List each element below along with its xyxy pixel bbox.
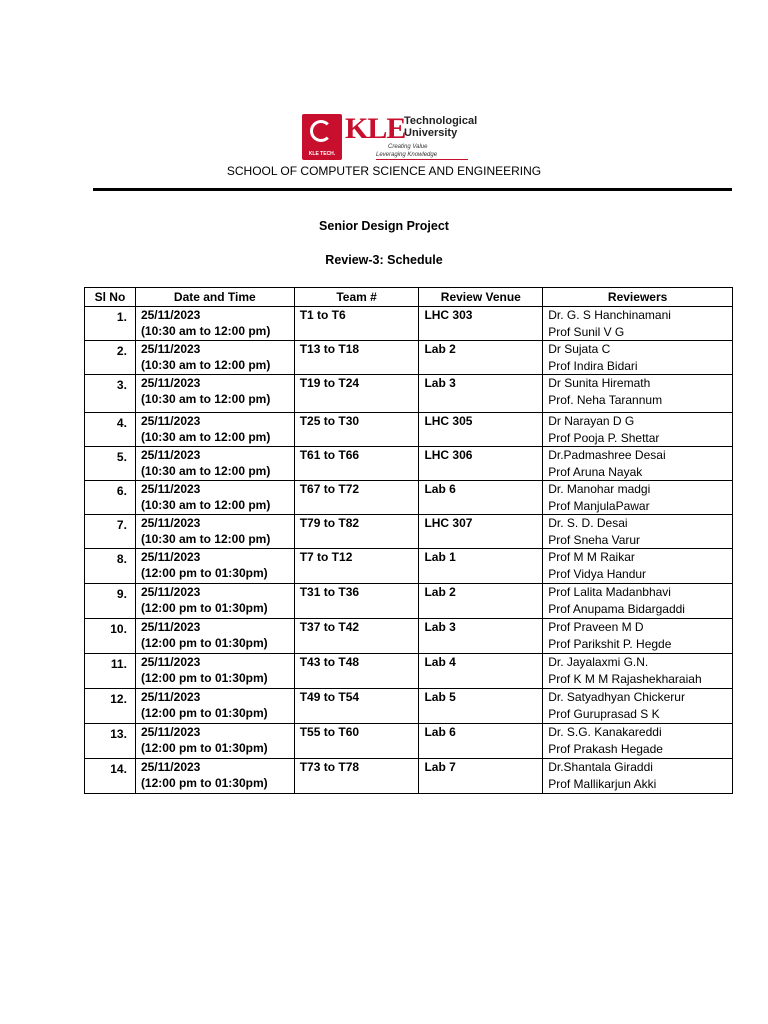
cell-date-time	[135, 689, 294, 724]
cell-venue: Lab 6	[419, 481, 543, 515]
cell-venue: Lab 2	[419, 584, 543, 619]
cell-team: T61 to T66	[294, 447, 419, 481]
cell-reviewers	[543, 724, 733, 759]
logo-line2: University	[404, 127, 458, 139]
cell-reviewers	[543, 619, 733, 654]
cell-sl-no: 4.	[85, 413, 136, 447]
reviewer-2: Prof Anupama Bidargaddi	[548, 601, 685, 616]
cell-venue: LHC 306	[419, 447, 543, 481]
table-row	[85, 549, 733, 584]
cell-date-time	[135, 375, 294, 413]
cell-time: (12:00 pm to 01:30pm)	[140, 636, 268, 650]
cell-team: T31 to T36	[294, 584, 419, 619]
cell-team: T43 to T48	[294, 654, 419, 689]
cell-date-time	[135, 341, 294, 375]
cell-venue: Lab 3	[419, 619, 543, 654]
cell-team: T19 to T24	[294, 375, 419, 413]
cell-sl-no: 5.	[85, 447, 136, 481]
cell-date-time	[135, 515, 294, 549]
cell-date-time	[135, 654, 294, 689]
cell-reviewers	[543, 515, 733, 549]
cell-time: (10:30 am to 12:00 pm)	[140, 532, 271, 546]
table-row	[85, 654, 733, 689]
cell-venue: Lab 5	[419, 689, 543, 724]
cell-time: (12:00 pm to 01:30pm)	[140, 671, 268, 685]
cell-venue: Lab 7	[419, 759, 543, 794]
cell-sl-no: 10.	[85, 619, 136, 654]
cell-date: 25/11/2023	[140, 448, 201, 462]
cell-venue: Lab 4	[419, 654, 543, 689]
table-row	[85, 481, 733, 515]
reviewer-1: Prof Lalita Madanbhavi	[548, 585, 671, 599]
cell-reviewers	[543, 481, 733, 515]
cell-time: (12:00 pm to 01:30pm)	[140, 566, 268, 580]
table-row	[85, 584, 733, 619]
table-row	[85, 413, 733, 447]
cell-date-time	[135, 413, 294, 447]
reviewer-1: Dr Sunita Hiremath	[548, 376, 651, 390]
reviewer-2: Prof. Neha Tarannum	[548, 392, 663, 407]
reviewer-1: Prof M M Raikar	[548, 550, 635, 564]
cell-sl-no: 9.	[85, 584, 136, 619]
table-row	[85, 619, 733, 654]
logo-badge	[302, 114, 342, 160]
cell-team: T55 to T60	[294, 724, 419, 759]
cell-time: (10:30 am to 12:00 pm)	[140, 324, 271, 338]
reviewer-1: Dr. Satyadhyan Chickerur	[548, 690, 685, 704]
cell-team: T13 to T18	[294, 341, 419, 375]
cell-team: T67 to T72	[294, 481, 419, 515]
table-row	[85, 447, 733, 481]
reviewer-2: Prof Mallikarjun Akki	[548, 776, 657, 791]
logo-rule	[376, 159, 468, 160]
cell-venue: Lab 3	[419, 375, 543, 413]
cell-reviewers	[543, 759, 733, 794]
table-row	[85, 724, 733, 759]
cell-venue: Lab 2	[419, 341, 543, 375]
cell-date-time	[135, 724, 294, 759]
cell-reviewers	[543, 341, 733, 375]
cell-date-time	[135, 307, 294, 341]
cell-team: T79 to T82	[294, 515, 419, 549]
cell-team: T73 to T78	[294, 759, 419, 794]
cell-time: (10:30 am to 12:00 pm)	[140, 498, 271, 512]
cell-team: T37 to T42	[294, 619, 419, 654]
cell-team: T1 to T6	[294, 307, 419, 341]
cell-time: (12:00 pm to 01:30pm)	[140, 776, 268, 790]
cell-reviewers	[543, 413, 733, 447]
university-logo	[302, 112, 478, 162]
cell-reviewers	[543, 375, 733, 413]
cell-sl-no: 7.	[85, 515, 136, 549]
document-subtitle: Review-3: Schedule	[325, 253, 443, 267]
cell-venue: Lab 6	[419, 724, 543, 759]
cell-date-time	[135, 619, 294, 654]
table-header-row	[85, 288, 733, 307]
reviewer-2: Prof ManjulaPawar	[548, 498, 650, 513]
cell-sl-no: 2.	[85, 341, 136, 375]
reviewer-1: Dr Narayan D G	[548, 414, 635, 428]
cell-sl-no: 13.	[85, 724, 136, 759]
reviewer-2: Prof Pooja P. Shettar	[548, 430, 660, 445]
cell-time: (10:30 am to 12:00 pm)	[140, 464, 271, 478]
cell-date: 25/11/2023	[140, 550, 201, 564]
reviewer-1: Dr. G. S Hanchinamani	[548, 308, 671, 322]
cell-time: (12:00 pm to 01:30pm)	[140, 601, 268, 615]
table-row	[85, 341, 733, 375]
swirl-icon	[310, 120, 332, 142]
document-title: Senior Design Project	[319, 219, 449, 233]
table-row	[85, 759, 733, 794]
cell-date: 25/11/2023	[140, 690, 201, 704]
reviewer-2: Prof Parikshit P. Hegde	[548, 636, 672, 651]
cell-date-time	[135, 481, 294, 515]
logo-tagline2: Leveraging Knowledge	[376, 152, 438, 158]
reviewer-1: Dr. S.G. Kanakareddi	[548, 725, 662, 739]
cell-date: 25/11/2023	[140, 516, 201, 530]
cell-date: 25/11/2023	[140, 620, 201, 634]
cell-team: T25 to T30	[294, 413, 419, 447]
logo-badge-text: KLE TECH.	[308, 151, 336, 157]
header-date-time: Date and Time	[135, 288, 294, 307]
cell-date-time	[135, 447, 294, 481]
reviewer-1: Dr.Padmashree Desai	[548, 448, 666, 462]
logo-name: KLE	[345, 112, 406, 145]
reviewer-1: Prof Praveen M D	[548, 620, 644, 634]
cell-date-time	[135, 584, 294, 619]
cell-date: 25/11/2023	[140, 342, 201, 356]
table-row	[85, 307, 733, 341]
header-sl-no: Sl No	[85, 288, 136, 307]
cell-sl-no: 8.	[85, 549, 136, 584]
cell-date: 25/11/2023	[140, 655, 201, 669]
reviewer-2: Prof Guruprasad S K	[548, 706, 660, 721]
reviewer-2: Prof Indira Bidari	[548, 358, 638, 373]
logo-line1: Technological	[404, 115, 478, 127]
cell-date: 25/11/2023	[140, 376, 201, 390]
school-name: SCHOOL OF COMPUTER SCIENCE AND ENGINEERING	[226, 164, 542, 178]
reviewer-2: Prof Aruna Nayak	[548, 464, 643, 479]
reviewer-1: Dr. S. D. Desai	[548, 516, 628, 530]
reviewer-1: Dr.Shantala Giraddi	[548, 760, 653, 774]
reviewer-2: Prof Sneha Varur	[548, 532, 641, 547]
cell-reviewers	[543, 549, 733, 584]
cell-date: 25/11/2023	[140, 760, 201, 774]
cell-venue: LHC 303	[419, 307, 543, 341]
cell-time: (10:30 am to 12:00 pm)	[140, 392, 271, 406]
reviewer-1: Dr Sujata C	[548, 342, 611, 356]
cell-time: (10:30 am to 12:00 pm)	[140, 358, 271, 372]
cell-sl-no: 12.	[85, 689, 136, 724]
cell-date-time	[135, 549, 294, 584]
cell-date-time	[135, 759, 294, 794]
reviewer-1: Dr. Jayalaxmi G.N.	[548, 655, 649, 669]
cell-sl-no: 6.	[85, 481, 136, 515]
reviewer-1: Dr. Manohar madgi	[548, 482, 651, 496]
cell-reviewers	[543, 307, 733, 341]
cell-date: 25/11/2023	[140, 414, 201, 428]
cell-reviewers	[543, 689, 733, 724]
header-team: Team #	[294, 288, 419, 307]
table-row	[85, 375, 733, 413]
cell-reviewers	[543, 447, 733, 481]
cell-date: 25/11/2023	[140, 482, 201, 496]
cell-venue: LHC 307	[419, 515, 543, 549]
cell-time: (12:00 pm to 01:30pm)	[140, 741, 268, 755]
cell-date: 25/11/2023	[140, 585, 201, 599]
logo-tagline1: Creating Value	[388, 144, 428, 150]
cell-date: 25/11/2023	[140, 725, 201, 739]
reviewer-2: Prof Sunil V G	[548, 324, 625, 339]
cell-sl-no: 3.	[85, 375, 136, 413]
table-row	[85, 689, 733, 724]
table-row	[85, 515, 733, 549]
header-reviewers: Reviewers	[543, 288, 733, 307]
cell-sl-no: 11.	[85, 654, 136, 689]
cell-venue: LHC 305	[419, 413, 543, 447]
cell-time: (12:00 pm to 01:30pm)	[140, 706, 268, 720]
cell-time: (10:30 am to 12:00 pm)	[140, 430, 271, 444]
schedule-table	[84, 287, 733, 794]
cell-sl-no: 14.	[85, 759, 136, 794]
cell-sl-no: 1.	[85, 307, 136, 341]
cell-team: T7 to T12	[294, 549, 419, 584]
cell-reviewers	[543, 654, 733, 689]
reviewer-2: Prof Prakash Hegade	[548, 741, 663, 756]
header-divider	[93, 188, 732, 191]
reviewer-2: Prof K M M Rajashekharaiah	[548, 671, 702, 686]
header-venue: Review Venue	[419, 288, 543, 307]
cell-date: 25/11/2023	[140, 308, 201, 322]
cell-team: T49 to T54	[294, 689, 419, 724]
reviewer-2: Prof Vidya Handur	[548, 566, 647, 581]
cell-reviewers	[543, 584, 733, 619]
cell-venue: Lab 1	[419, 549, 543, 584]
